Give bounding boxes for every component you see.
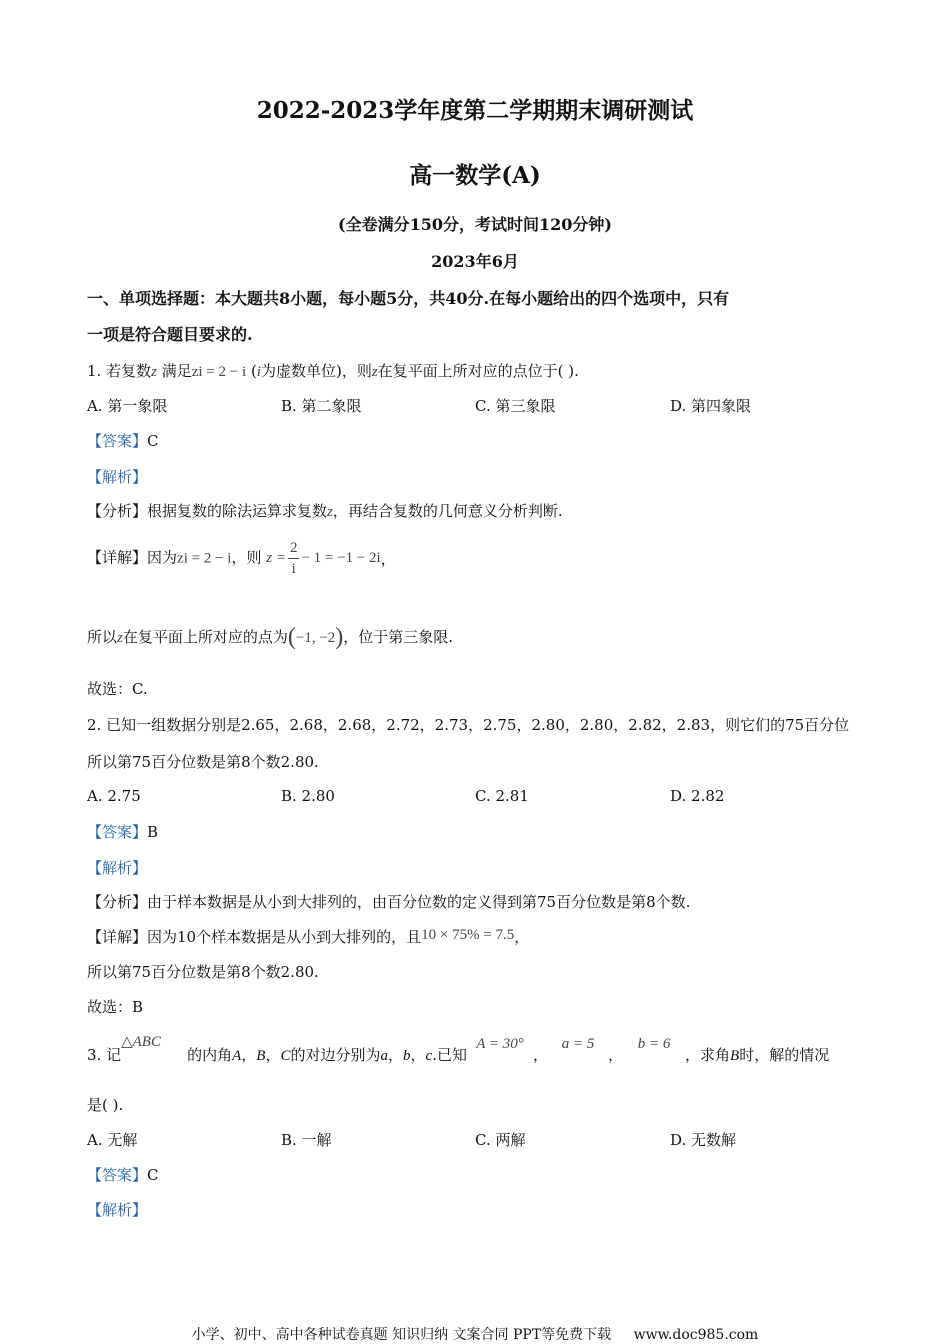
- q2-fenxi: 【分析】由于样本数据是从小到大排列的，由百分位数的定义得到第75百分位数是第8个数.: [87, 893, 691, 911]
- q2-option-b: B. 2.80: [281, 787, 335, 805]
- q2-stem-line1: 2. 已知一组数据分别是2.65，2.68，2.68，2.72，2.73，2.75，2.80，2.80，2.82，2.83，则它们的75百分位: [87, 716, 850, 734]
- q2-detail-line2: 所以第75百分位数是第8个数2.80.: [87, 963, 319, 981]
- q2-option-d: D. 2.82: [670, 787, 725, 805]
- q1-option-a: A. 第一象限: [87, 397, 168, 415]
- footer-link[interactable]: www.doc985.com: [633, 1327, 759, 1343]
- q1-detail-line2: 所以z在复平面上所对应的点为(−1, −2)，位于第三象限.: [87, 624, 454, 650]
- q1-stem: 1. 若复数z 满足zi = 2 − i (i为虚数单位)，则z在复平面上所对应的点位于( ).: [87, 362, 579, 380]
- exam-note: (全卷满分150分，考试时间120分钟): [338, 215, 612, 234]
- q3-answer: 【答案】C: [87, 1166, 159, 1184]
- q1-choose: 故选：C.: [87, 680, 148, 698]
- section-heading-line1: 一、单项选择题：本大题共8小题，每小题5分，共40分.在每小题给出的四个选项中，只有: [87, 289, 730, 308]
- page-title: 2022-2023学年度第二学期期末调研测试: [256, 97, 694, 124]
- q2-choose: 故选：B: [87, 998, 144, 1016]
- q3-option-c: C. 两解: [475, 1131, 526, 1149]
- page-footer: [0, 1324, 950, 1344]
- q1-fenxi: 【分析】根据复数的除法运算求复数z，再结合复数的几何意义分析判断.: [87, 502, 563, 520]
- q1-analysis-label: 【解析】: [87, 468, 148, 486]
- q2-detail: 【详解】因为10个样本数据是从小到大排列的，且10 × 75% = 7.5，: [87, 927, 530, 946]
- page-subtitle: 高一数学(A): [409, 162, 541, 189]
- q3-analysis-label: 【解析】: [87, 1201, 148, 1219]
- q3-stem-line2: 是( ).: [87, 1096, 124, 1114]
- q3-option-a: A. 无解: [87, 1131, 138, 1149]
- q1-option-d: D. 第四象限: [670, 397, 752, 415]
- q2-stem-line2: 所以第75百分位数是第8个数2.80.: [87, 753, 319, 771]
- q3-stem-line1: 3. 记△ABC的内角A，B，C的对边分别为a，b，c.已知A = 30°，a = 5，b = 6，求角B时，解的情况: [87, 1034, 830, 1064]
- q1-detail: 【详解】因为zi = 2 − i，则 z = $\frac{2}{i}$ − 1 = −1 − 2i，: [87, 540, 396, 577]
- section-heading-line2: 一项是符合题目要求的.: [87, 325, 253, 344]
- q2-analysis-label: 【解析】: [87, 859, 148, 877]
- footer-text: 小学、初中、高中各种试卷真题 知识归纳 文案合同 PPT等免费下载: [191, 1327, 612, 1343]
- q3-option-d: D. 无数解: [670, 1131, 737, 1149]
- fraction: $\frac{2}{i}$: [289, 540, 298, 577]
- q1-option-b: B. 第二象限: [281, 397, 362, 415]
- q2-option-a: A. 2.75: [87, 787, 141, 805]
- q3-option-b: B. 一解: [281, 1131, 332, 1149]
- q1-option-c: C. 第三象限: [475, 397, 556, 415]
- exam-date: 2023年6月: [431, 252, 519, 271]
- q2-answer: 【答案】B: [87, 823, 159, 841]
- q1-answer: 【答案】C: [87, 432, 159, 450]
- q2-option-c: C. 2.81: [475, 787, 529, 805]
